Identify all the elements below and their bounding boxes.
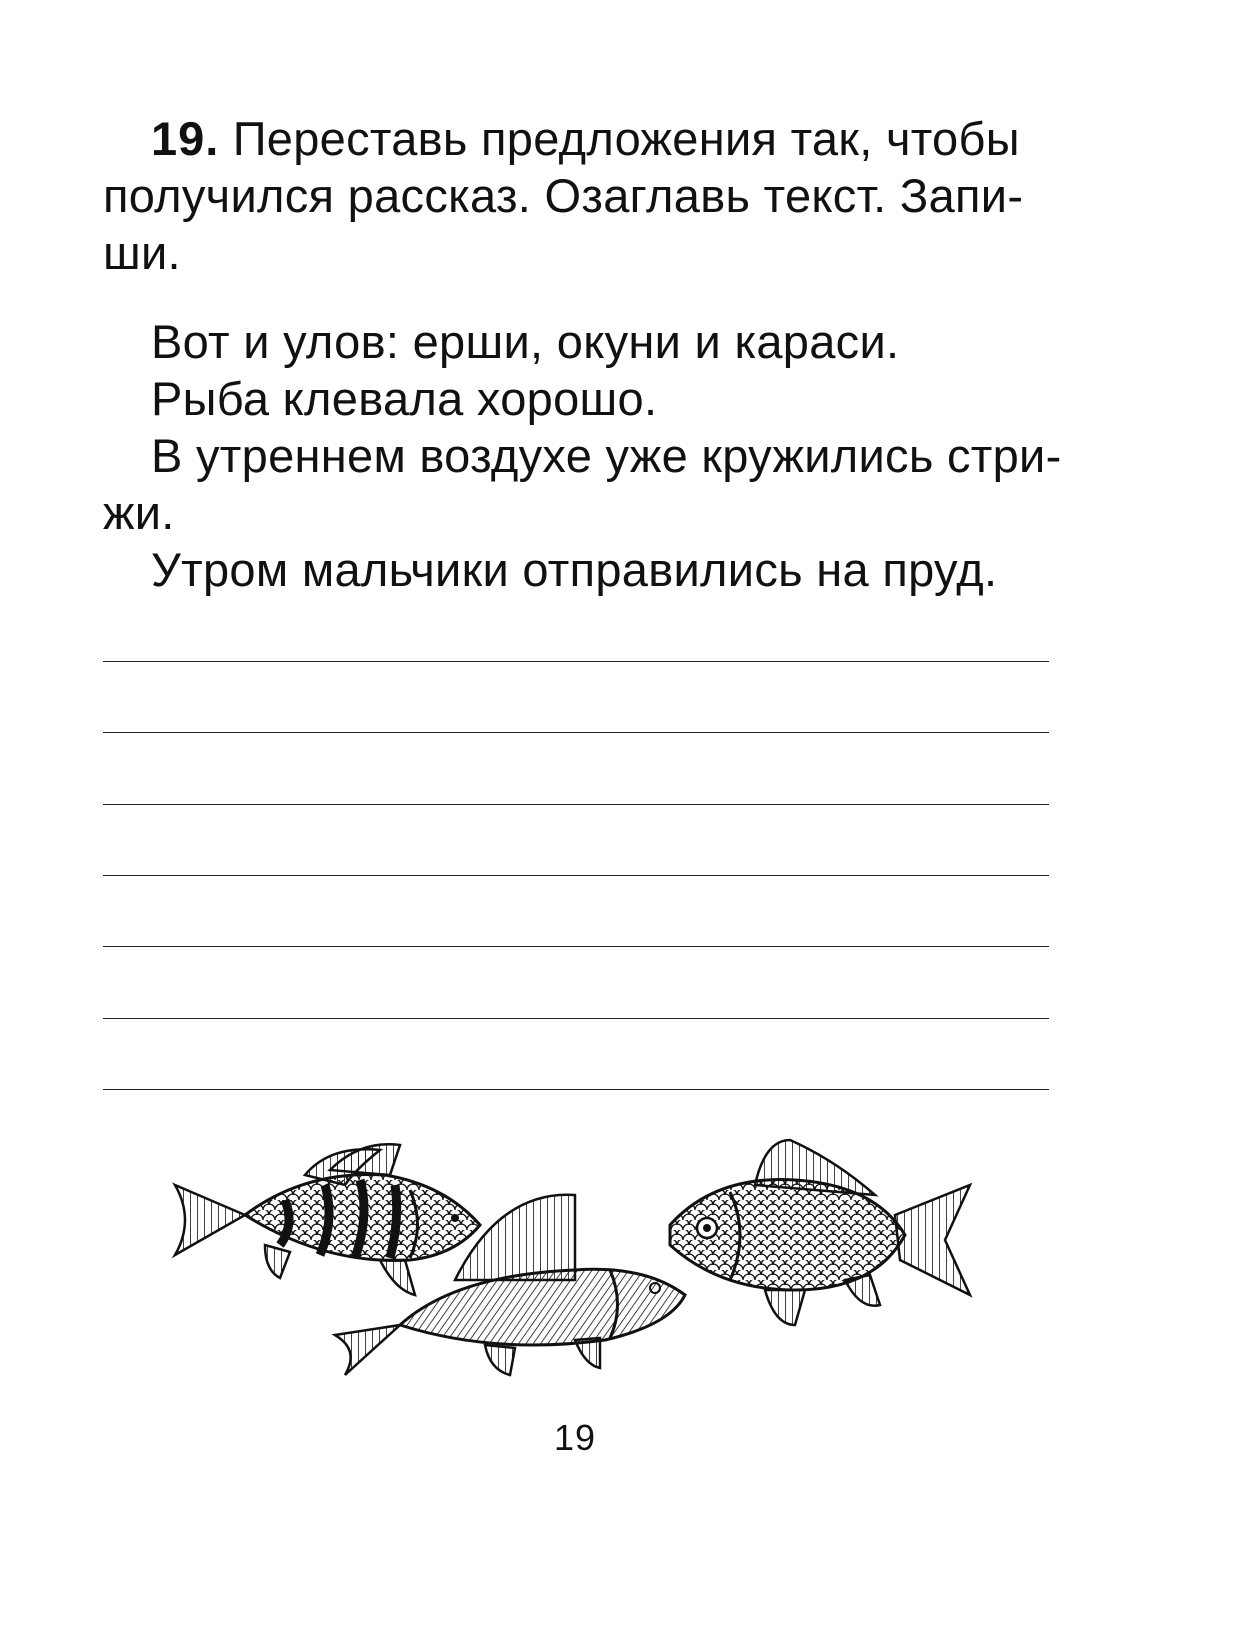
three-fish-illustration (155, 1130, 985, 1385)
task-instruction (103, 110, 1063, 281)
writing-line[interactable] (103, 661, 1049, 662)
story-sentences (103, 313, 1063, 598)
task-line-3: ши. (103, 226, 181, 279)
perch-fish-icon (175, 1144, 480, 1295)
writing-line[interactable] (103, 875, 1049, 876)
task-line-1: 19. Переставь предложения так, чтобы (151, 112, 1020, 165)
task-line-2: получился рассказ. Озаглавь текст. Запи- (103, 169, 1024, 222)
sentence-1: Вот и улов: ерши, окуни и караси. (151, 315, 900, 368)
writing-line[interactable] (103, 946, 1049, 947)
task-number: 19. (151, 112, 220, 165)
sentence-4: Утром мальчики отправились на пруд. (151, 543, 998, 596)
sentence-3-part-1: В утреннем воздухе уже кружились стри- (151, 429, 1062, 482)
crucian-carp-fish-icon (670, 1140, 970, 1325)
page-number: 19 (553, 1417, 597, 1458)
writing-line[interactable] (103, 804, 1049, 805)
writing-line[interactable] (103, 1089, 1049, 1090)
writing-line[interactable] (103, 1018, 1049, 1019)
writing-line[interactable] (103, 732, 1049, 733)
sentence-2: Рыба клевала хорошо. (151, 372, 658, 425)
sentence-3-part-2: жи. (103, 486, 175, 539)
